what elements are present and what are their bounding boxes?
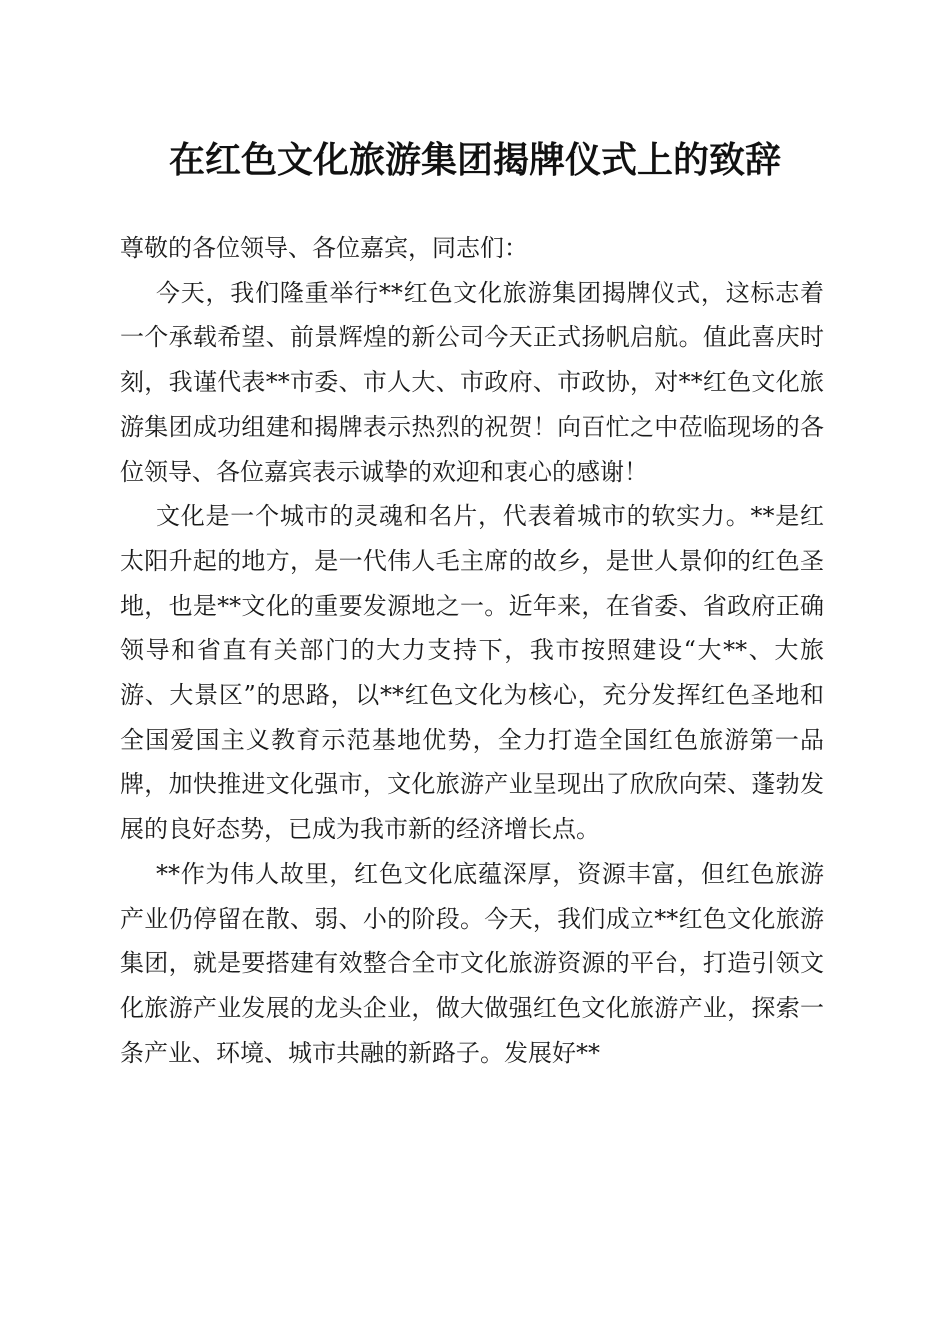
salutation: 尊敬的各位领导、各位嘉宾，同志们： [120, 234, 528, 262]
paragraph-2: 文化是一个城市的灵魂和名片，代表着城市的软实力。**是红太阳升起的地方，是一代伟人毛主席的故乡，是世人景仰的红色圣地，也是**文化的重要发源地之一。近年来，在省委、省政府正确领导和省直有关部门的大力支持下，我市按照建设“大**、大旅游、大景区”的思路，以**红色文化为核心，充分发挥红色圣地和全国爱国主义教育示范基地优势，全力打造全国红色旅游第一品牌，加快推进文化强市，文化旅游产业呈现出了欣欣向荣、蓬勃发展的良好态势，已成为我市新的经济增长点。 [120, 502, 824, 844]
paragraph-3: **作为伟人故里，红色文化底蕴深厚，资源丰富，但红色旅游产业仍停留在散、弱、小的阶段。今天，我们成立**红色文化旅游集团，就是要搭建有效整合全市文化旅游资源的平台，打造引领文化旅游产业发展的龙头企业，做大做强红色文化旅游产业，探索一条产业、环境、城市共融的新路子。发展好** [120, 859, 824, 1067]
paragraph-1: 今天，我们隆重举行**红色文化旅游集团揭牌仪式，这标志着一个承载希望、前景辉煌的新公司今天正式扬帆启航。值此喜庆时刻，我谨代表**市委、市人大、市政府、市政协，对**红色文化旅游集团成功组建和揭牌表示热烈的祝贺！向百忙之中莅临现场的各位领导、各位嘉宾表示诚挚的欢迎和衷心的感谢！ [120, 278, 824, 486]
document-body [120, 226, 824, 1075]
document-title: 在红色文化旅游集团揭牌仪式上的致辞 [168, 139, 781, 181]
